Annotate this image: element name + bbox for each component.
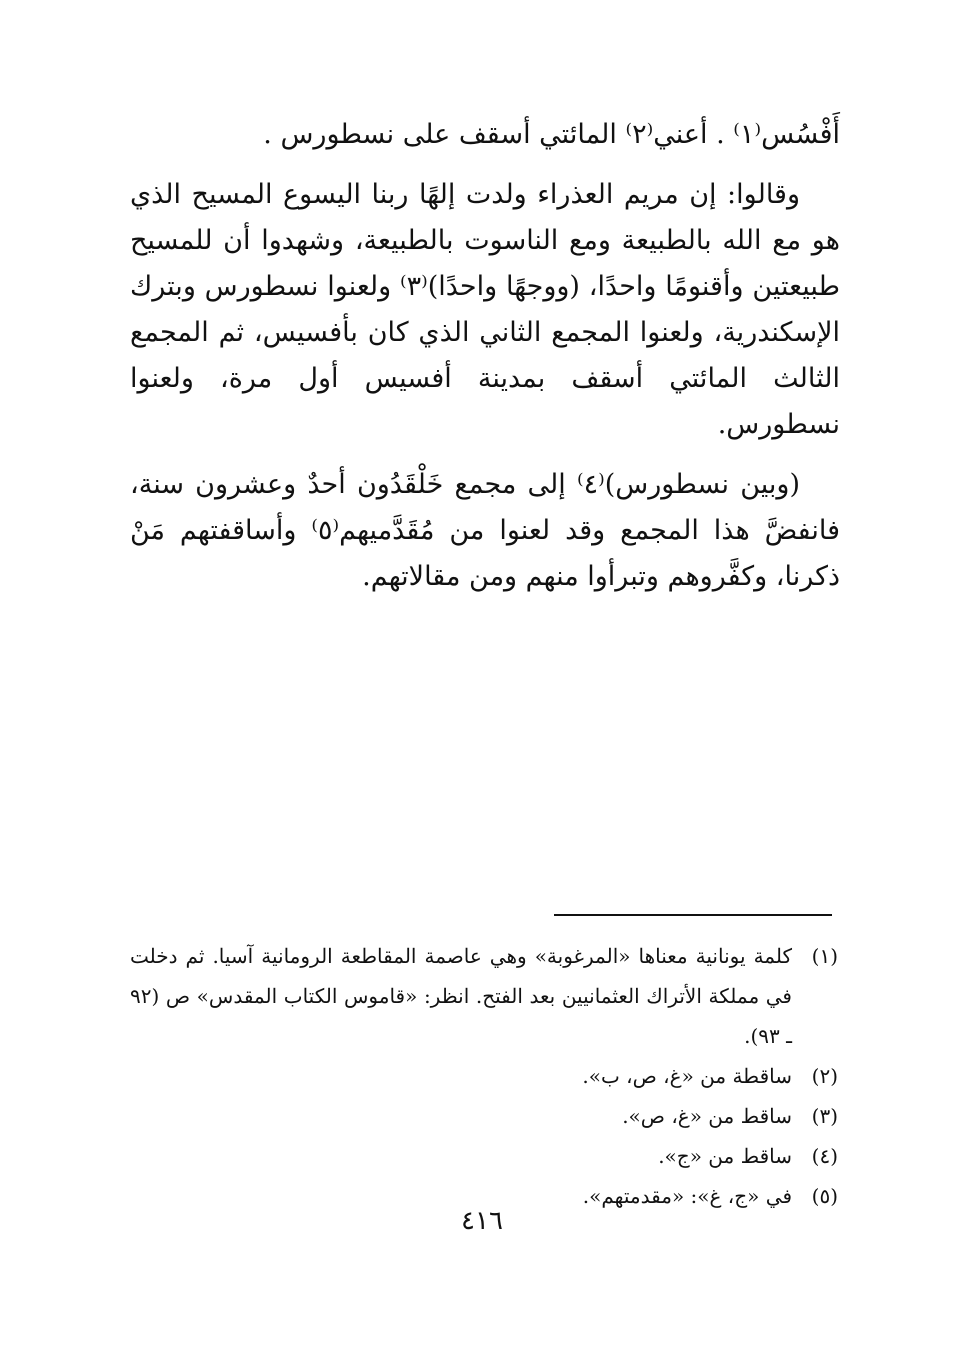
footnote-text: ساقط من «ج». <box>658 1144 792 1168</box>
footnote-number: (١) <box>811 944 838 968</box>
footnote-text: ساقطة من «غ، ص، ب». <box>582 1064 792 1088</box>
footnote-text: كلمة يونانية معناها «المرغوبة» وهي عاصمة المقاطعة الرومانية آسيا. ثم دخلت في مملكة الأتراك العثمانيين بعد الفتح. انظر: «قاموس الكتاب المقدس» ص (٩٢ ـ ٩٣). <box>130 944 792 1048</box>
footnote-number: (٣) <box>811 1104 838 1128</box>
paragraph-1: أَفْسُس⁽١⁾ . أعني⁽٢⁾ المائتي أسقف على نسطورس . <box>263 119 840 150</box>
paragraph-3: (وبين نسطورس)⁽٤⁾ إلى مجمع خَلْقَدُون أحدٌ وعشرون سنة، فانفضَّ هذا المجمع وقد لعنوا من مُقَدَّميهم⁽٥⁾ وأساقفتهم مَنْ ذكرنا، وكفَّروهم وتبرأوا منهم ومن مقالاتهم. <box>130 469 840 592</box>
page-number: ٤١٦ <box>461 1206 503 1236</box>
footnote-text: في «ج، غ»: «مقدمتهم». <box>582 1184 792 1208</box>
footnote-number: (٤) <box>811 1144 838 1168</box>
footnote-3 <box>130 1096 838 1136</box>
footnote-4 <box>130 1136 838 1176</box>
footnote-number: (٥) <box>811 1184 838 1208</box>
main-text <box>130 112 840 614</box>
footnote-number: (٢) <box>811 1064 838 1088</box>
footnotes <box>130 936 838 1216</box>
footnote-1 <box>130 936 838 1056</box>
paragraph-2: وقالوا: إن مريم العذراء ولدت إلهًا ربنا اليسوع المسيح الذي هو مع الله بالطبيعة ومع الناسوت بالطبيعة، وشهدوا أن للمسيح طبيعتين وأقنومًا واحدًا، (ووجهًا واحدًا)⁽٣⁾ ولعنوا نسطورس وبترك الإسكندرية، ولعنوا المجمع الثاني الذي كان بأفسيس، ثم المجمع الثالث المائتي أسقف بمدينة أفسيس أول مرة، ولعنوا نسطورس. <box>130 179 840 440</box>
footnote-separator <box>554 914 832 916</box>
footnote-text: ساقط من «غ، ص». <box>622 1104 792 1128</box>
footnote-2 <box>130 1056 838 1096</box>
